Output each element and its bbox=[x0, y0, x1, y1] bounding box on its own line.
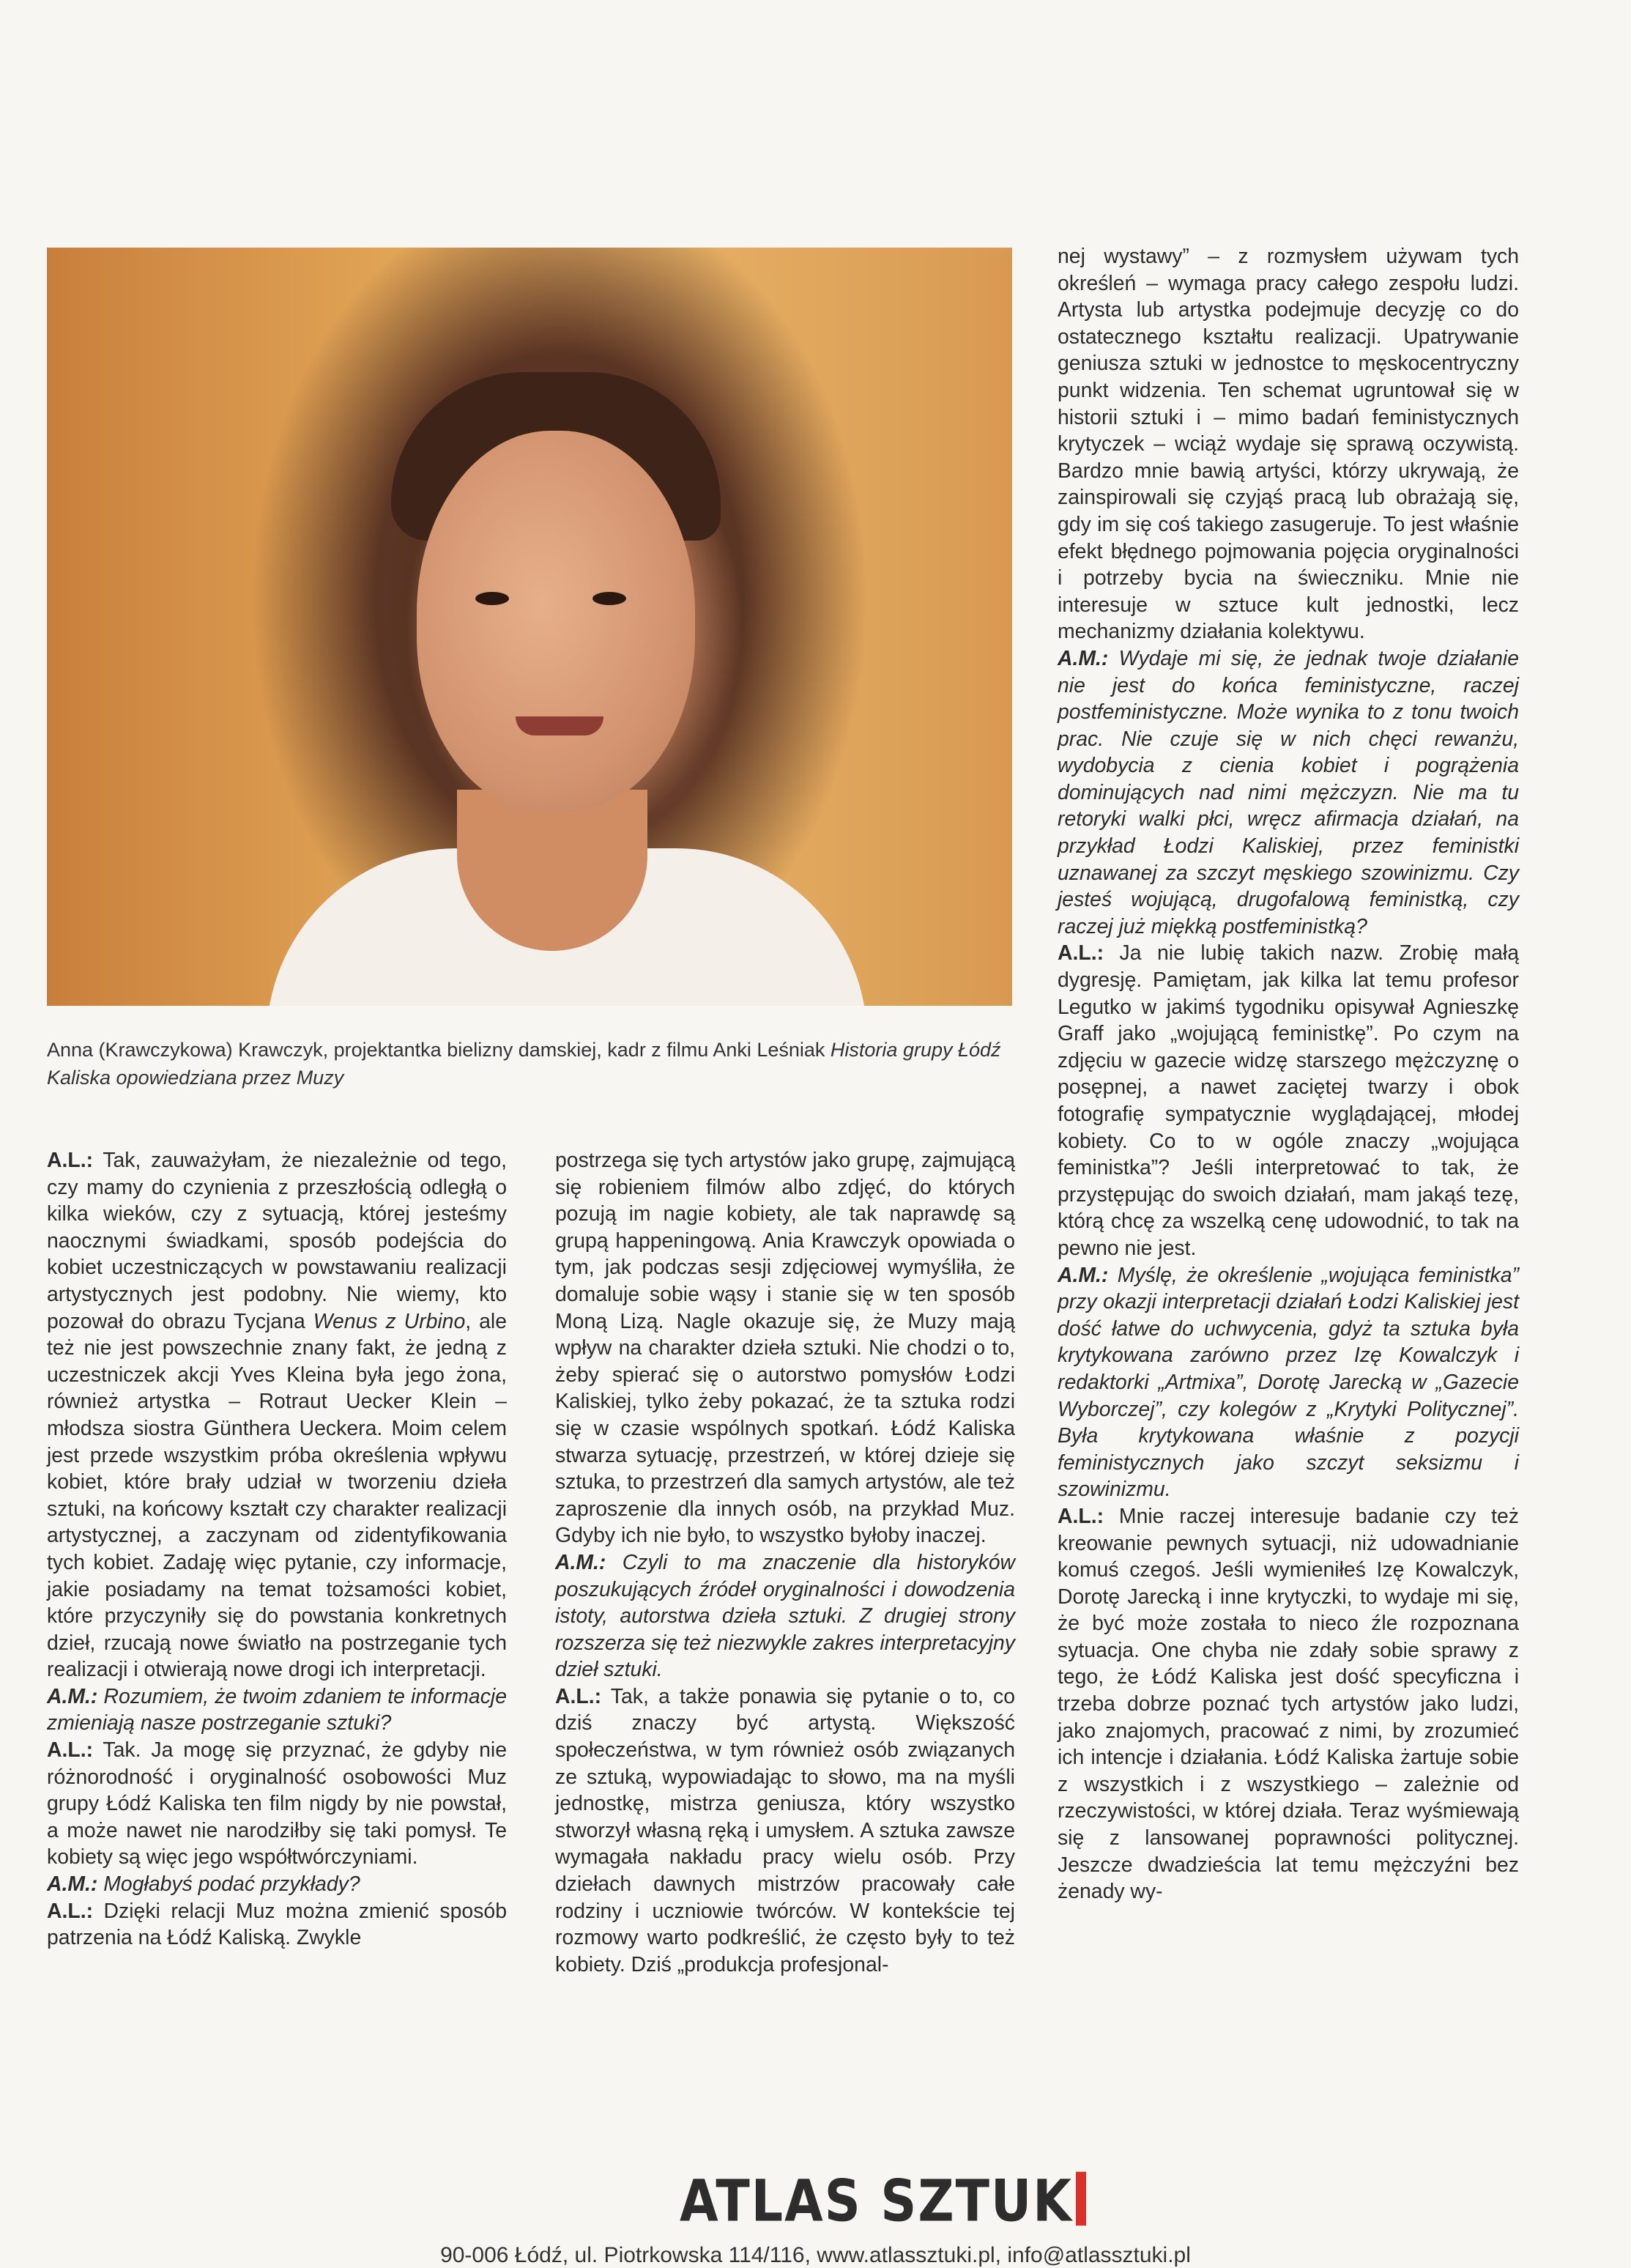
speaker-label: A.L.: bbox=[1058, 941, 1104, 966]
paragraph: A.M.: Myślę, że określenie „wojująca feministka” przy okazji interpretacji działań Łodzi Kaliskiej jest dość łatwe do uchwycenia, gdyż ta sztuka była krytykowana zarówno przez Izę Kowalczyk i redaktorki „Artmixa”, Dorotę Jarecką w „Gazecie Wyborczej”, czy kolegów z „Krytyki Politycznej”. Była krytykowana właśnie z pozycji feministycznych jako szczyt seksizmu i szowinizmu. bbox=[1058, 1263, 1519, 1502]
paragraph: A.M.: Wydaje mi się, że jednak twoje działanie nie jest do końca feministyczne, raczej postfeministyczne. Może wynika to z tonu twoich prac. Nie czuje się w nich chęci rewanżu, wydobycia z cienia kobiet i pogrążenia dominujących nad nimi mężczyzn. Nie ma tu retoryki walki płci, wręcz afirmacja działań, na przykład Łodzi Kaliskiej, przez feministki uznawanej za szczyt męskiego szowinizmu. Czy jesteś wojującą, drugofalową feministką, czy raczej już miękką postfeministką? bbox=[1058, 646, 1519, 938]
speaker-label: A.L.: bbox=[47, 1738, 94, 1763]
speaker-label: A.L.: bbox=[555, 1684, 602, 1708]
magazine-logo: ATLAS SZTUK bbox=[680, 2168, 1086, 2235]
photo-caption: Anna (Krawczykowa) Krawczyk, projektantka bielizny damskiej, kadr z filmu Anki Leśniak Historia grupy Łódź Kaliska opowiedziana przez Muzy bbox=[47, 1039, 1001, 1089]
portrait-photo bbox=[47, 248, 1012, 1006]
text-column-3 bbox=[1058, 243, 1519, 1905]
speaker-label: A.L.: bbox=[47, 1149, 94, 1172]
paragraph: A.L.: Tak, zauważyłam, że niezależnie od tego, czy mamy do czynienia z przeszłością odległą o kilka wieków, czy z sytuacją, której jesteśmy naocznymi świadkami, sposób podejścia do kobiet uczestniczących w powstawaniu realizacji artystycznych jest podobny. Nie wiemy, kto pozował do obrazu Tycjana Wenus z Urbino, ale też nie jest powszechnie znany fakt, że jedną z uczestniczek akcji Yves Kleina była jego żona, również artystka – Rotraut Uecker Klein – młodsza siostra Günthera Ueckera. Moim celem jest przede wszystkim próba określenia wpływu kobiet, które brały udział w tworzeniu dzieła sztuki, na końcowy kształt czy charakter realizacji artystycznej, a zaczynam od zidentyfikowania tych kobiet. Zadaję więc pytanie, czy informacje, jakie posiadamy na temat tożsamości kobiet, które przyczyniły się do powstania konkretnych dzieł, rzucają nowe światło na postrzeganie tych realizacji i otwierają nowe drogi ich interpretacji. bbox=[47, 1149, 507, 1682]
paragraph: A.L.: Dzięki relacji Muz można zmienić sposób patrzenia na Łódź Kaliską. Zwykle bbox=[47, 1899, 507, 1950]
paragraph: A.M.: Rozumiem, że twoim zdaniem te informacje zmieniają nasze postrzeganie sztuki? bbox=[47, 1684, 507, 1735]
paragraph: A.L.: Tak. Ja mogę się przyznać, że gdyby nie różnorodność i oryginalność osobowości Muz grupy Łódź Kaliska ten film nigdy by nie powstał, a może nawet nie narodziłby się taki pomysł. Te kobiety są więc jego współtwórczyniami. bbox=[47, 1738, 507, 1869]
speaker-label: A.L.: bbox=[47, 1899, 94, 1923]
paragraph: nej wystawy” – z rozmysłem używam tych określeń – wymaga pracy całego zespołu ludzi. Artysta lub artystka podejmuje decyzję co do ostatecznego kształtu realizacji. Upatrywanie geniusza sztuki w jednostce to męskocentryczny punkt widzenia. Ten schemat ugruntował się w historii sztuki i – mimo badań feministycznych krytyczek – wciąż wydaje się sprawą oczywistą. Bardzo mnie bawią artyści, którzy ukrywają, że zainspirowali się czyjąś pracą lub obrażają się, gdy im się coś takiego zasugeruje. To jest właśnie efekt błędnego pojmowania pojęcia oryginalności i potrzeby bycia na świeczniku. Mnie nie interesuje w sztuce kult jednostki, lecz mechanizmy działania kolektywu. bbox=[1058, 245, 1519, 644]
speaker-label: A.M.: bbox=[1058, 646, 1109, 670]
text-column-2 bbox=[555, 1147, 1015, 1978]
footer-address: 90-006 Łódź, ul. Piotrkowska 114/116, www.atlassztuki.pl, info@atlassztuki.pl bbox=[440, 2243, 1191, 2267]
speaker-label: A.M.: bbox=[1058, 1263, 1109, 1287]
speaker-label: A.L.: bbox=[1058, 1504, 1104, 1528]
paragraph: A.M.: Mogłabyś podać przykłady? bbox=[47, 1872, 360, 1897]
paragraph: A.L.: Ja nie lubię takich nazw. Zrobię małą dygresję. Pamiętam, jak kilka lat temu profesor Legutko w jakimś tygodniku opisywał Agnieszkę Graff jako „wojującą feministkę”. Po czym na zdjęciu w gazecie widzę starszego mężczyznę o posępnej, a nawet zaciętej twarzy i obok fotografię sympatycznie wyglądającej, młodej kobiety. Co to w ogóle znaczy „wojująca feministka”? Jeśli interpretować to tak, że przystępując do swoich działań, mam jakąś tezę, którą chcę za wszelką cenę udowodnić, to tak na pewno nie jest. bbox=[1058, 941, 1519, 1260]
paragraph: postrzega się tych artystów jako grupę, zajmującą się robieniem filmów albo zdjęć, do których pozują im nagie kobiety, ale tak naprawdę są grupą happeningową. Ania Krawczyk opowiada o tym, jak podczas sesji zdjęciowej wymyśliła, że domaluje sobie wąsy i stanie się w ten sposób Moną Lizą. Nagle okazuje się, że Muzy mają wpływ na charakter dzieła sztuki. Nie chodzi o to, żeby spierać się o autorstwo pomysłów Łodzi Kaliskiej, tylko żeby pokazać, że ta sztuka rodzi się w czasie wspólnych spotkań. Łódź Kaliska stwarza sytuację, przestrzeń, w której dzieje się sztuka, to przestrzeń dla samych artystów, ale też zaproszenie dla innych osób, na przykład Muz. Gdyby ich nie było, to wszystko byłoby inaczej. bbox=[555, 1149, 1015, 1548]
paragraph: A.L.: Tak, a także ponawia się pytanie o to, co dziś znaczy być artystą. Większość społeczeństwa, w tym również osób związanych ze sztuką, wypowiadając to słowo, ma na myśli jednostkę, mistrza geniusza, który wszystko stworzył własną ręką i umysłem. A sztuka zawsze wymagała nakładu pracy wielu osób. Przy dziełach dawnych mistrzów pracowały całe rodziny i uczniowie twórców. W kontekście tej rozmowy warto podkreślić, że często były to też kobiety. Dziś „produkcja profesjonal- bbox=[555, 1684, 1015, 1976]
text-column-1 bbox=[47, 1147, 507, 1952]
speaker-label: A.M.: bbox=[47, 1872, 98, 1897]
paragraph: A.L.: Mnie raczej interesuje badanie czy też kreowanie pewnych sytuacji, niż udowadnianie komuś czegoś. Jeśli wymieniłeś Izę Kowalczyk, Dorotę Jarecką i inne krytyczki, to wydaje mi się, że być może została to nieco źle rozpoznana sytuacja. One chyba nie zdały sobie sprawy z tego, że Łódź Kaliska jest dość specyficzna i trzeba dobrze poznać tych artystów jako ludzi, jako znajomych, pracować z nimi, by zrozumieć ich intencje i działania. Łódź Kaliska żartuje sobie z wszystkich i z wszystkiego – zależnie od rzeczywistości, w której działa. Teraz wyśmiewają się z lansowanej poprawności politycznej. Jeszcze dwadzieścia lat temu mężczyźni bez żenady wy- bbox=[1058, 1504, 1519, 1904]
speaker-label: A.M.: bbox=[47, 1684, 98, 1708]
speaker-label: A.M.: bbox=[555, 1550, 606, 1574]
paragraph: A.M.: Czyli to ma znaczenie dla historyków poszukujących źródeł oryginalności i dowodzenia istoty, autorstwa dzieła sztuki. Z drugiej strony rozszerza się też niezwykle zakres interpretacyjny dzieł sztuki. bbox=[555, 1550, 1015, 1682]
